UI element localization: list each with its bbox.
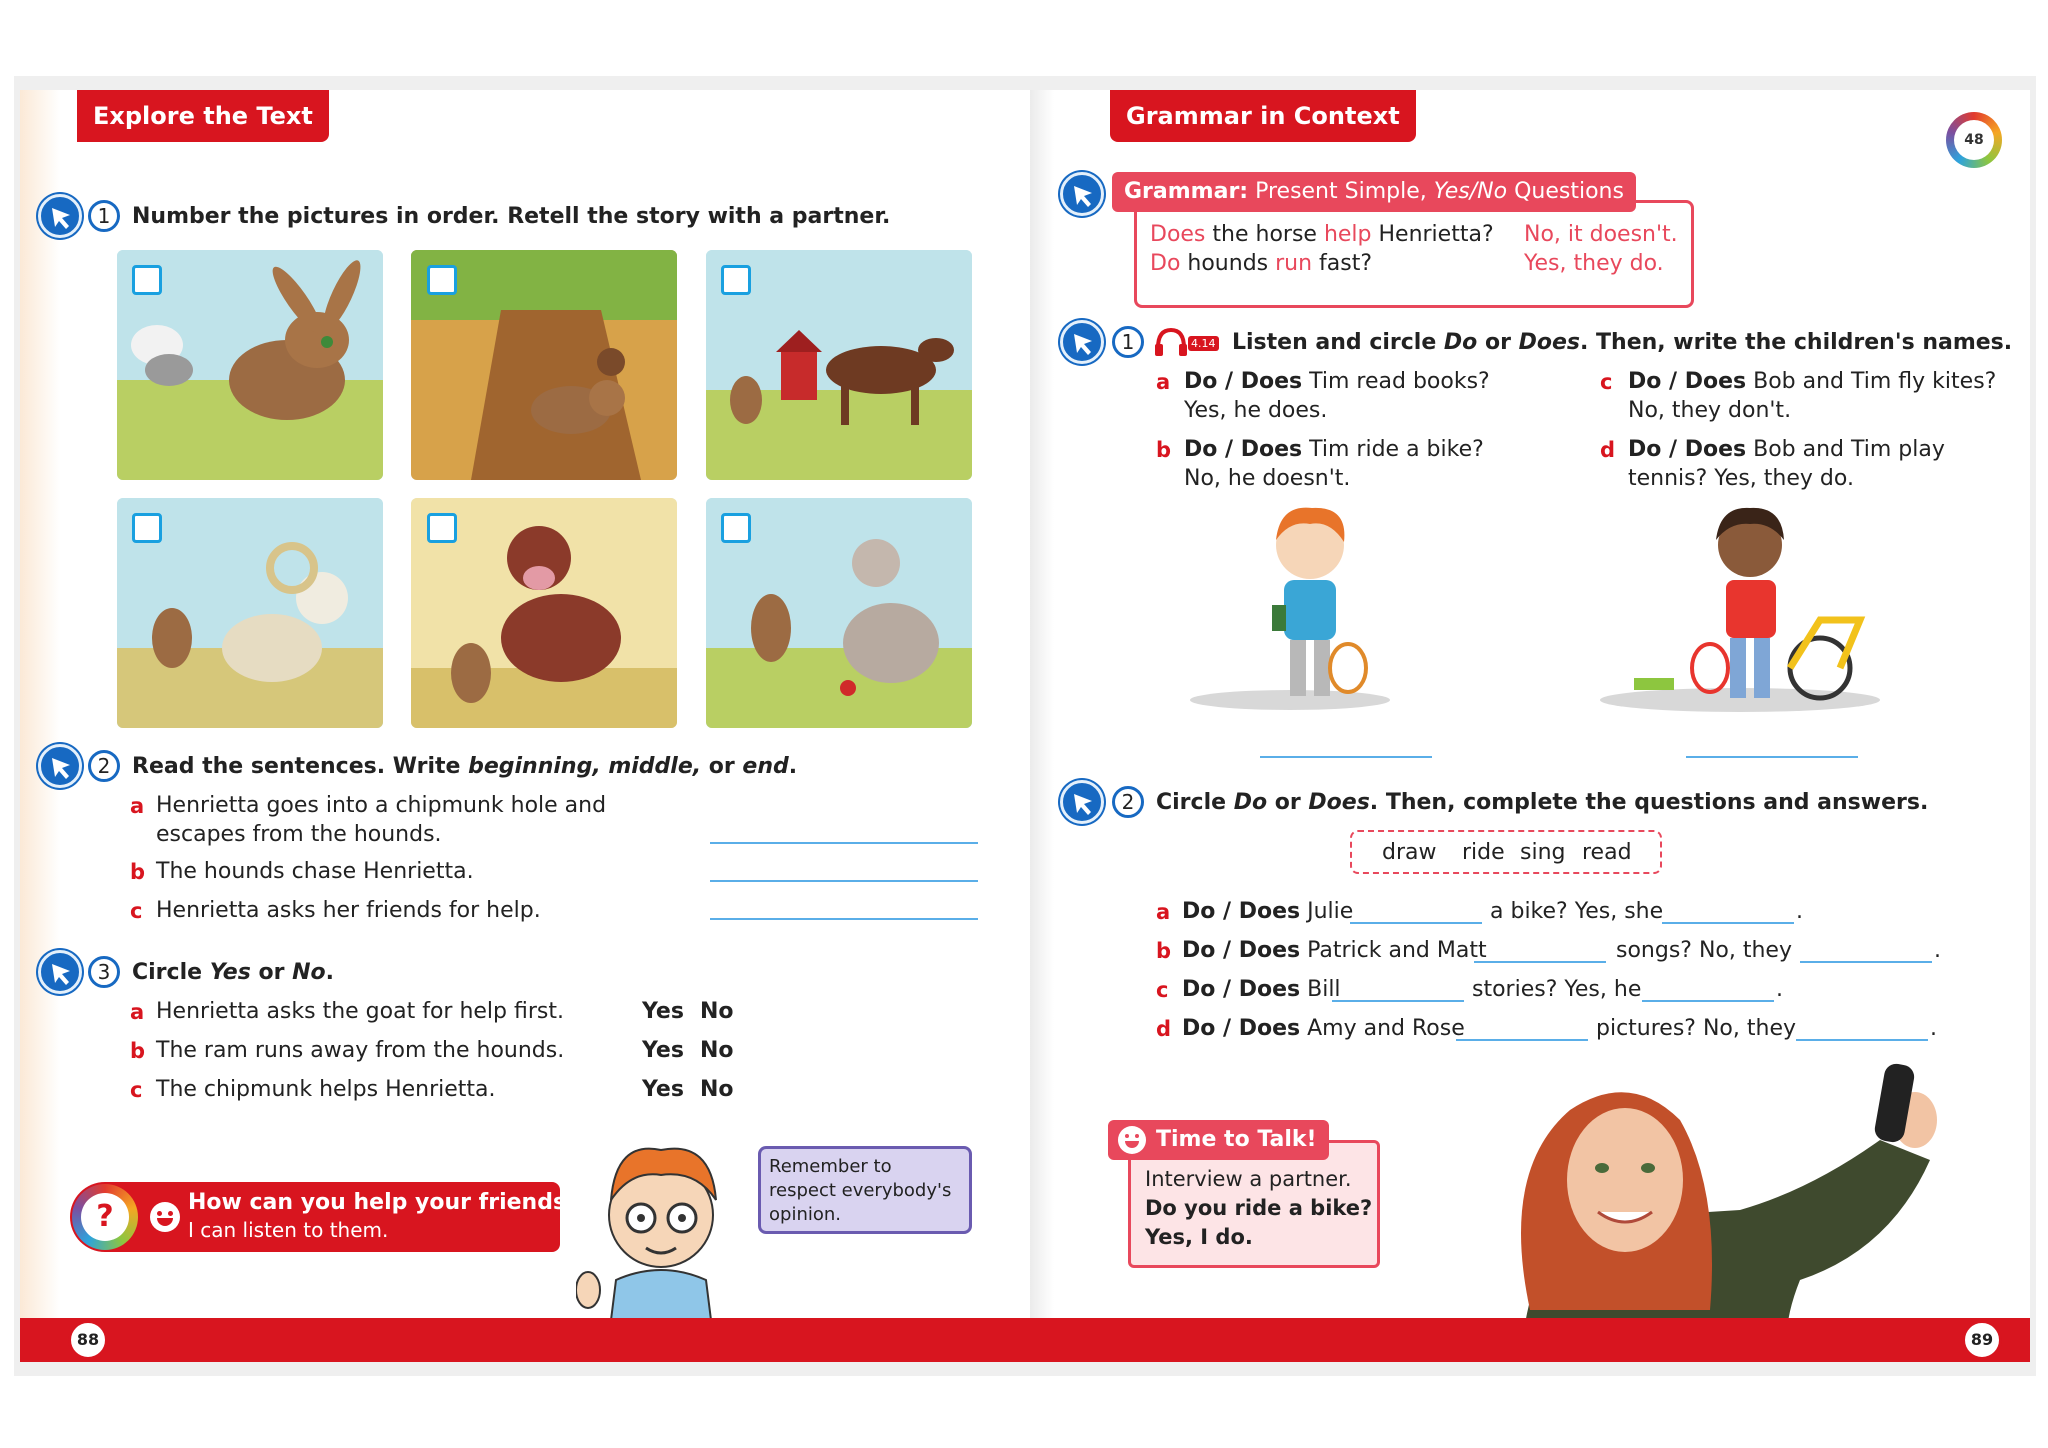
pointer-icon [1060,780,1104,824]
time-to-talk-header [1108,1120,1329,1160]
audio-track-icon[interactable] [1154,326,1220,358]
listen-item-d-question: Do / Does Bob and Tim play [1628,437,1945,462]
item-letter: b [1156,939,1172,963]
answer-blank-a[interactable] [1662,922,1794,924]
talk-line-3: Yes, I do. [1145,1225,1253,1249]
section-title: Grammar in Context [1126,102,1400,130]
activity-number-3: 3 [88,956,120,988]
complete-item-d-end: . [1930,1016,1937,1041]
complete-item-b-mid: songs? No, they [1616,938,1792,963]
value-banner [70,1182,579,1252]
picture-1-checkbox[interactable] [132,265,162,295]
speech-bubble [758,1146,972,1234]
talk-line-1: Interview a partner. [1145,1167,1352,1191]
answer-blank-c[interactable] [1642,1000,1774,1002]
activity-number-2: 2 [1112,786,1144,818]
unit-badge [1946,112,2002,168]
answer-blank-a[interactable] [710,842,978,844]
verb-blank-a[interactable] [1350,922,1482,924]
item-letter: a [1156,900,1171,924]
verb-blank-c[interactable] [1332,1000,1464,1002]
word-bank-item: draw [1382,840,1437,865]
grammar-question-1: Does the horse help Henrietta? [1150,222,1494,247]
item-letter: c [1600,370,1613,394]
complete-item-c-start: Do / Does Bill [1182,977,1341,1002]
item-letter: a [130,794,145,818]
section-tab-explore [77,90,329,142]
item-letter: a [1156,370,1171,394]
no-option-b[interactable]: No [700,1038,734,1063]
grammar-header: Grammar: Present Simple, Yes/No Questions [1112,172,1636,212]
listen-item-a-answer: Yes, he does. [1184,398,1328,423]
page-number-88: 88 [68,1320,108,1360]
textbook-spread [14,76,2036,1376]
speech-line-2: respect everybody's [769,1180,952,1201]
activity-number-1: 1 [88,200,120,232]
word-bank-item: read [1582,840,1632,865]
section-tab-grammar [1110,90,1416,142]
no-option-c[interactable]: No [700,1077,734,1102]
activity2-instruction: Read the sentences. Write beginning, middle, or end. [132,754,798,779]
picture-3-checkbox[interactable] [721,265,751,295]
complete-item-d-start: Do / Does Amy and Rose [1182,1016,1465,1041]
answer-blank-c[interactable] [710,918,978,920]
item-letter: c [130,899,143,923]
child-name-blank-2[interactable] [1686,756,1858,758]
pointer-icon [38,194,82,238]
speech-line-3: opinion. [769,1204,841,1225]
complete-item-b-start: Do / Does Patrick and Matt [1182,938,1487,963]
complete-item-c-end: . [1776,977,1783,1002]
child-name-blank-1[interactable] [1260,756,1432,758]
activity3-item-a: Henrietta asks the goat for help first. [156,999,564,1024]
word-bank [1350,830,1662,874]
talk-title: Time to Talk! [1156,1127,1317,1152]
value-question: How can you help your friends? [188,1190,579,1215]
track-number: 4.14 [1188,336,1219,351]
yes-option-b[interactable]: Yes [642,1038,684,1063]
child-bob-illustration [1590,500,1900,720]
pointer-icon [38,950,82,994]
complete-item-d-mid: pictures? No, they [1596,1016,1796,1041]
activity2-item-b: The hounds chase Henrietta. [156,859,474,884]
smiley-icon [150,1202,180,1232]
word-bank-item: ride [1462,840,1505,865]
left-page [20,90,1030,1362]
item-letter: d [1600,438,1616,462]
activity-number-1: 1 [1112,326,1144,358]
grammar-answer-2: Yes, they do. [1524,251,1664,276]
grammar-question-2: Do hounds run fast? [1150,251,1373,276]
activity3-instruction: Circle Yes or No. [132,960,335,985]
item-letter: d [1156,1017,1172,1041]
complete-item-a-end: . [1796,899,1803,924]
item-letter: c [1156,978,1169,1002]
yes-option-a[interactable]: Yes [642,999,684,1024]
complete-item-a-start: Do / Does Julie [1182,899,1354,924]
listen-item-b-answer: No, he doesn't. [1184,466,1351,491]
listen-item-c-question: Do / Does Bob and Tim fly kites? [1628,369,1997,394]
right-activity1-instruction: Listen and circle Do or Does. Then, write the children's names. [1232,330,2013,355]
no-option-a[interactable]: No [700,999,734,1024]
activity3-item-c: The chipmunk helps Henrietta. [156,1077,496,1102]
child-tim-illustration [1180,500,1420,720]
listen-item-c-answer: No, they don't. [1628,398,1792,423]
value-wheel-icon: ? [72,1184,138,1250]
answer-blank-d[interactable] [1796,1039,1928,1041]
unit-badge-number: 48 [1954,120,1994,160]
page-number-89: 89 [1962,1320,2002,1360]
answer-blank-b[interactable] [1800,961,1932,963]
picture-5-checkbox[interactable] [427,513,457,543]
picture-6-checkbox[interactable] [721,513,751,543]
activity-number-2: 2 [88,750,120,782]
section-title: Explore the Text [93,102,313,130]
yes-option-c[interactable]: Yes [642,1077,684,1102]
activity2-item-a-line1: Henrietta goes into a chipmunk hole and [156,793,607,818]
listen-item-a-question: Do / Does Tim read books? [1184,369,1490,394]
verb-blank-b[interactable] [1474,961,1606,963]
item-letter: b [130,860,146,884]
pointer-icon [1060,172,1104,216]
speech-line-1: Remember to [769,1156,892,1177]
complete-item-a-mid: a bike? Yes, she [1490,899,1664,924]
item-letter: a [130,1000,145,1024]
listen-item-b-question: Do / Does Tim ride a bike? [1184,437,1484,462]
right-footer-bar [1030,1318,2030,1362]
verb-blank-d[interactable] [1456,1039,1588,1041]
pointer-icon [1060,320,1104,364]
picture-2-checkbox[interactable] [427,265,457,295]
girl-microphone-photo [1460,1050,1960,1362]
activity1-instruction: Number the pictures in order. Retell the story with a partner. [132,204,891,229]
pointer-icon [38,744,82,788]
picture-4-checkbox[interactable] [132,513,162,543]
right-page [1030,90,2030,1362]
activity2-item-c: Henrietta asks her friends for help. [156,898,541,923]
right-activity2-instruction: Circle Do or Does. Then, complete the questions and answers. [1156,790,1929,815]
item-letter: b [130,1039,146,1063]
value-answer: I can listen to them. [188,1218,389,1242]
item-letter: c [130,1078,143,1102]
left-footer-bar [20,1318,1030,1362]
activity2-item-a-line2: escapes from the hounds. [156,822,442,847]
complete-item-c-mid: stories? Yes, he [1472,977,1642,1002]
grammar-answer-1: No, it doesn't. [1524,222,1678,247]
talk-smiley-icon [1118,1126,1146,1154]
activity3-item-b: The ram runs away from the hounds. [156,1038,565,1063]
word-bank-item: sing [1520,840,1566,865]
complete-item-b-end: . [1934,938,1941,963]
answer-blank-b[interactable] [710,880,978,882]
talk-line-2: Do you ride a bike? [1145,1196,1373,1220]
listen-item-d-answer: tennis? Yes, they do. [1628,466,1854,491]
item-letter: b [1156,438,1172,462]
